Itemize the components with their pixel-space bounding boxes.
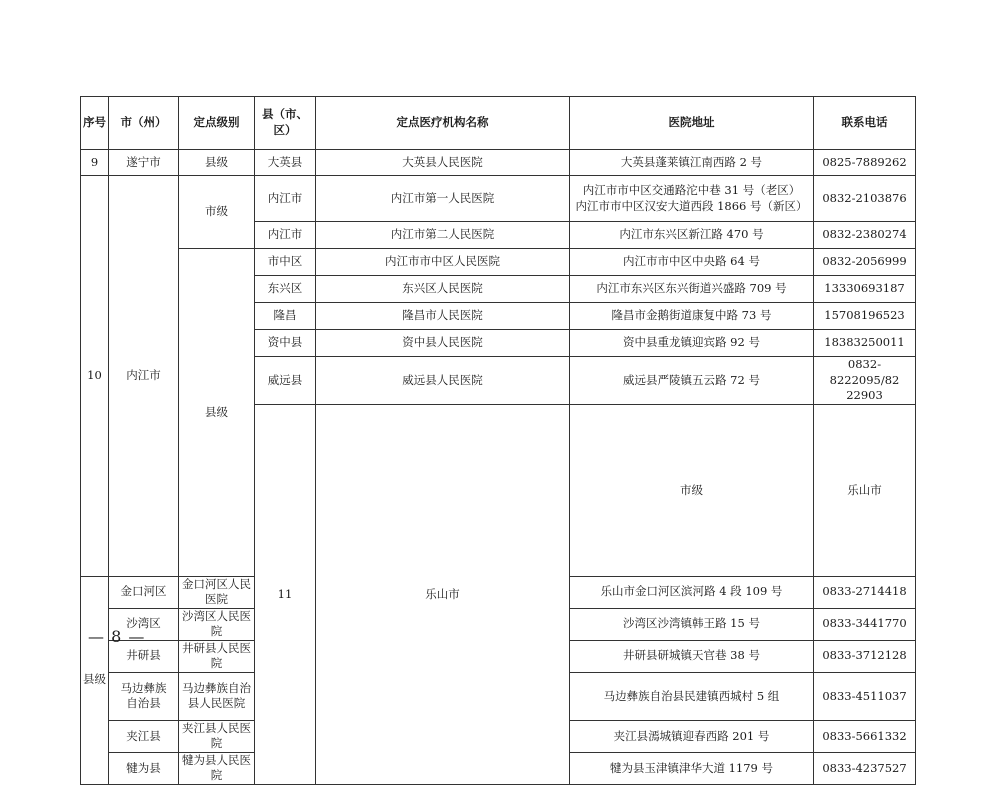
county-cell: 内江市 — [255, 222, 316, 249]
name-cell: 犍为县人民医院 — [179, 752, 255, 784]
phone-cell: 0832-2380274 — [814, 222, 916, 249]
county-cell: 犍为县 — [109, 752, 179, 784]
address-cell: 内江市市中区中央路 64 号 — [570, 249, 814, 276]
phone-cell: 18383250011 — [814, 330, 916, 357]
table-row — [81, 150, 916, 176]
table-row — [81, 176, 916, 222]
address-cell: 威远县严陵镇五云路 72 号 — [570, 357, 814, 405]
phone-cell: 0833-4511037 — [814, 672, 916, 720]
name-cell: 隆昌市人民医院 — [316, 303, 570, 330]
header-seq: 序号 — [81, 97, 109, 150]
address-line: 内江市市中区汉安大道西段 1866 号（新区） — [575, 198, 808, 213]
phone-cell: 15708196523 — [814, 303, 916, 330]
address-cell: 乐山市金口河区滨河路 4 段 109 号 — [570, 576, 814, 608]
phone-line: 22903 — [846, 388, 883, 403]
city-cell: 内江市 — [109, 176, 179, 577]
name-cell: 井研县人民医院 — [179, 640, 255, 672]
page-number: — 8 — — [88, 627, 146, 646]
phone-cell: 0832-2056999 — [814, 249, 916, 276]
county-cell: 井研县 — [109, 640, 179, 672]
phone-cell: 0825-7889262 — [814, 150, 916, 176]
header-address: 医院地址 — [570, 97, 814, 150]
name-cell: 内江市第一人民医院 — [316, 176, 570, 222]
header-name: 定点医疗机构名称 — [316, 97, 570, 150]
name-cell: 内江市第二人民医院 — [316, 222, 570, 249]
phone-cell — [814, 357, 916, 405]
address-cell: 沙湾区沙湾镇韩王路 15 号 — [570, 608, 814, 640]
address-cell: 隆昌市金鹅街道康复中路 73 号 — [570, 303, 814, 330]
county-cell: 沙湾区 — [109, 608, 179, 640]
phone-line: 0832-8222095/82 — [829, 357, 900, 387]
county-line: 马边彝族 — [120, 680, 167, 695]
name-cell: 金口河区人民医院 — [179, 576, 255, 608]
header-level: 定点级别 — [179, 97, 255, 150]
address-cell: 犍为县玉津镇津华大道 1179 号 — [570, 752, 814, 784]
table-row — [81, 249, 916, 276]
header-county: 县（市、区） — [255, 97, 316, 150]
name-cell: 夹江县人民医院 — [179, 720, 255, 752]
address-cell: 资中县重龙镇迎宾路 92 号 — [570, 330, 814, 357]
county-line: 自治县 — [126, 696, 161, 711]
name-cell: 东兴区人民医院 — [316, 276, 570, 303]
address-cell: 大英县蓬莱镇江南西路 2 号 — [570, 150, 814, 176]
seq-cell: 9 — [81, 150, 109, 176]
address-line: 内江市市中区交通路沱中巷 31 号（老区） — [582, 182, 801, 197]
city-cell: 遂宁市 — [109, 150, 179, 176]
phone-cell: 0833-3441770 — [814, 608, 916, 640]
name-cell: 大英县人民医院 — [316, 150, 570, 176]
county-cell: 隆昌 — [255, 303, 316, 330]
hospital-table — [80, 96, 916, 785]
address-cell: 内江市东兴区东兴街道兴盛路 709 号 — [570, 276, 814, 303]
county-cell: 东兴区 — [255, 276, 316, 303]
table-header-row — [81, 97, 916, 150]
level-cell: 市级 — [179, 176, 255, 249]
county-cell: 资中县 — [255, 330, 316, 357]
address-cell — [570, 176, 814, 222]
header-city: 市（州） — [109, 97, 179, 150]
name-cell: 马边彝族自治县人民医院 — [179, 672, 255, 720]
name-cell: 沙湾区人民医院 — [179, 608, 255, 640]
address-cell: 井研县研城镇天官巷 38 号 — [570, 640, 814, 672]
level-cell: 市级 — [570, 405, 814, 577]
city-cell: 乐山市 — [316, 405, 570, 785]
county-cell: 夹江县 — [109, 720, 179, 752]
phone-cell: 0833-3712128 — [814, 640, 916, 672]
header-phone: 联系电话 — [814, 97, 916, 150]
name-cell: 资中县人民医院 — [316, 330, 570, 357]
phone-cell: 0832-2103876 — [814, 176, 916, 222]
county-cell: 市中区 — [255, 249, 316, 276]
phone-cell: 13330693187 — [814, 276, 916, 303]
county-cell: 大英县 — [255, 150, 316, 176]
county-cell: 金口河区 — [109, 576, 179, 608]
county-cell: 威远县 — [255, 357, 316, 405]
address-cell: 内江市东兴区新江路 470 号 — [570, 222, 814, 249]
phone-cell: 0833-2714418 — [814, 576, 916, 608]
name-cell: 内江市市中区人民医院 — [316, 249, 570, 276]
phone-cell: 0833-4237527 — [814, 752, 916, 784]
address-cell: 夹江县漹城镇迎春西路 201 号 — [570, 720, 814, 752]
address-cell: 马边彝族自治县民建镇西城村 5 组 — [570, 672, 814, 720]
level-cell: 县级 — [179, 249, 255, 577]
level-cell: 县级 — [179, 150, 255, 176]
county-cell: 内江市 — [255, 176, 316, 222]
seq-cell: 11 — [255, 405, 316, 785]
level-cell: 县级 — [81, 576, 109, 784]
seq-cell: 10 — [81, 176, 109, 577]
name-cell: 威远县人民医院 — [316, 357, 570, 405]
county-cell: 乐山市 — [814, 405, 916, 577]
phone-cell: 0833-5661332 — [814, 720, 916, 752]
county-cell — [109, 672, 179, 720]
